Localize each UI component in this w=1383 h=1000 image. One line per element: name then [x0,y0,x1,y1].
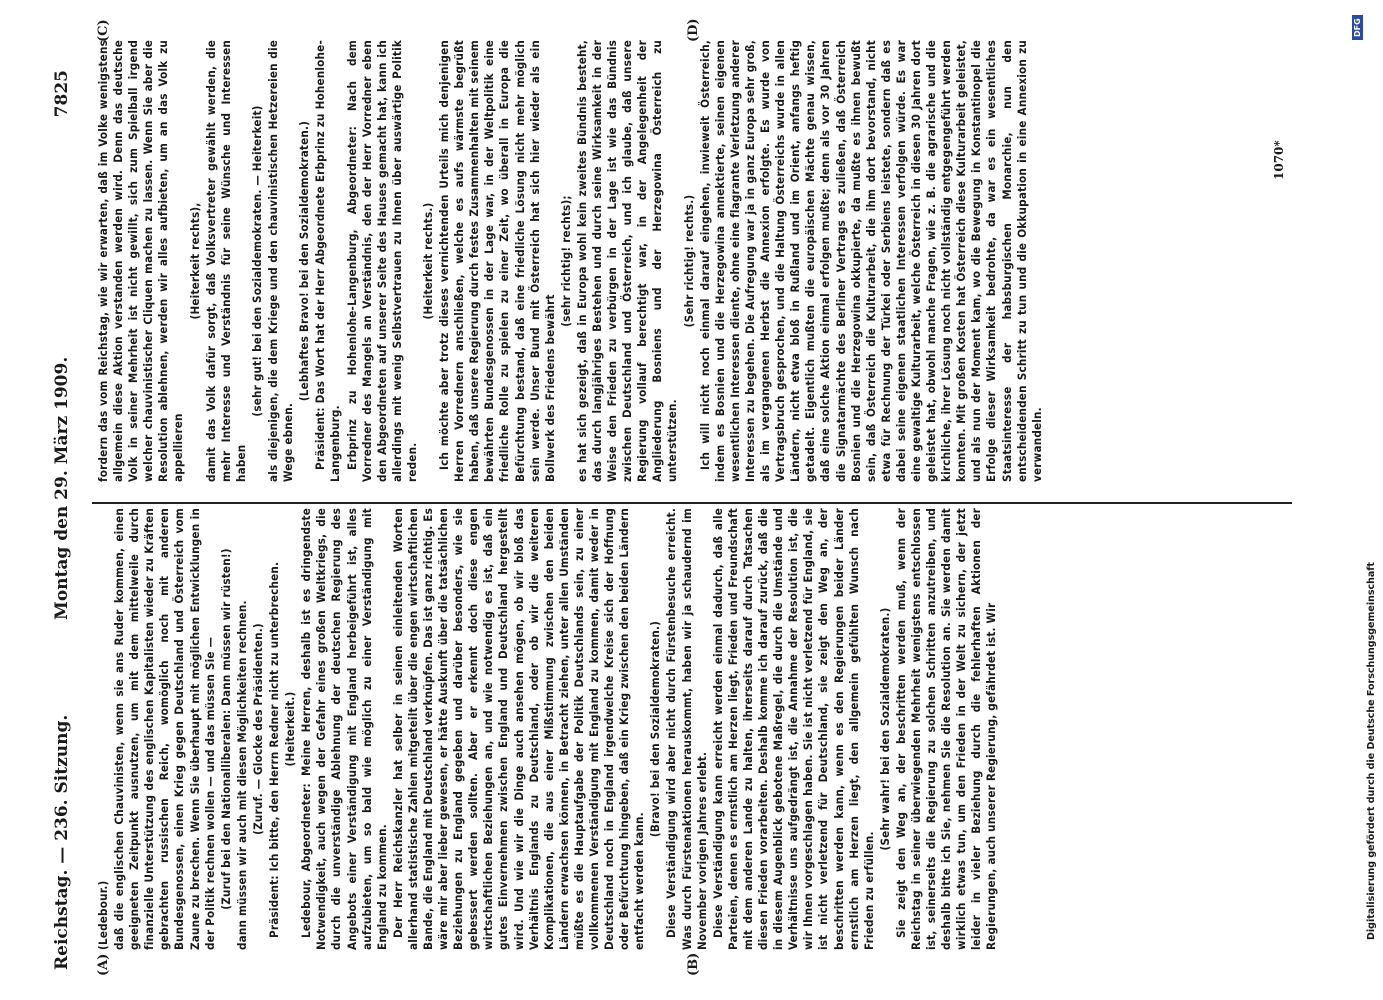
digitization-credit: Digitalisierung gefördert durch die Deutsche Forschungsgemeinschaft [1366,562,1377,940]
paragraph: (Zuruf. — Glocke des Präsidenten.) [250,623,265,835]
paragraph: damit das Volk dafür sorgt, daß Volksvertreter gewählt werden, die mehr Interesse und Verständnis für seine Wünsche und Interessen haben [203,40,248,482]
paragraph: Präsident: Das Wort hat der Herr Abgeordnete Erbprinz zu Hohenlohe-Langenburg. [313,40,343,482]
paragraph: (Ledebour.) [96,880,110,950]
paragraph: Erbprinz zu Hohenlohe-Langenburg, Abgeordneter: Nach dem Vorredner des Mangels an Verständnis, den der Herr Vorredner eben den Abgeordneten auf unserer Seite des Hauses gemacht hat, kann ich allerdings mit wenig Selbstvertrauen zu Ihnen über auswärtige Politik reden. [344,40,419,482]
right-column [96,40,1296,482]
paragraph: (sehr richtig! rechts); [558,195,573,327]
paragraph: daß die englischen Chauvinisten, wenn sie ans Ruder kommen, einen geeigneten Zeitpunkt ausnutzen, um mit dem mittelweile durch finanzielle Unterstützung des englischen Kapitalisten wieder zu Kräften gebrachten russischen Reich, womöglich noch mit anderen Bundesgenossen, einen Krieg gegen Deutschland und Österreich vom Zaune zu brechen. Wenn Sie überhaupt mit möglichen Entwicklungen in der Politik rechnen wollen — und das müssen Sie — [112,508,217,950]
column-divider [92,502,1292,504]
paragraph: (Heiterkeit.) [283,691,298,767]
paragraph: Sie zeigt den Weg an, der beschritten werden muß, wenn der Reichstag in seiner überwiegenden Mehrheit wenigstens entschlossen ist, seinerseits die Regierung zu solchen Schritten anzutreiben, und deshalb bitte ich Sie, nehmen Sie die Resolution an. Sie werden damit wirklich etwas tun, um den Frieden in der Welt zu sichern, der jetzt leider in vieler Beziehung durch die fehlerhaften Aktionen der Regierungen, auch unserer Regierung, gefährdet ist. Wir [893,508,999,950]
paragraph: Der Herr Reichskanzler hat selber in seinen einleitenden Worten allerhand statistische Zahlen mitgeteilt über die engen wirtschaftlichen Bande, die England mit Deutschland verknüpfen. Das ist ganz richtig. Es wäre mir aber lieber gewesen, er hätte Auskunft über die tatsächlichen Beziehungen zu England gegeben und darüber besonders, wie sie gebessert werden sollten. Aber er erkennt doch diese engen wirtschaftlichen Beziehungen an, und wie notwendig es ist, daß ein gutes Einvernehmen zwischen England und Deutschland hergestellt wird. Und wie wir die Dinge auch ansehen mögen, ob wir bloß das Verhältnis Englands zu Deutschland, oder ob wir die weiteren Komplikationen, die aus einer Mißstimmung zwischen den beiden Ländern erwachsen können, in Betracht ziehen, unter allen Umständen müßte es die Hauptaufgabe der Politik Deutschlands sein, zu einer vollkommenen Verständigung mit England zu kommen, damit weder in Deutschland noch in England irgendwelche Kreise sich der Hoffnung oder Befürchtung hingeben, daß ein Krieg zwischen den beiden Ländern entfacht werden kann. [390,508,647,950]
dfg-badge: DFG [1352,15,1363,40]
header-page-number: 7825 [52,70,72,118]
paragraph: Ich will nicht noch einmal darauf eingehen, inwieweit Österreich, indem es Bosnien und die Herzegowina annektierte, seinen eigenen wesentlichen Interessen diente, ohne eine flagrante Verletzung anderer Interessen zu begehen. Die Aufregung war ja in ganz Europa sehr groß, als im vergangenen Herbst die Annexion erfolgte. Es wurde von Vertragsbruch gesprochen, und die Haltung Österreichs wurde in allen Ländern, nicht etwa bloß in Rußland und im Orient, anfangs heftig getadelt. Eigentlich mußten die europäischen Mächte genau wissen, daß eine solche Aktion einmal erfolgen mußte; denn als vor 30 Jahren die Signatarmächte des Berliner Vertrags es zuließen, daß Österreich Bosnien und die Herzegowina okkupierte, da mußte es ihnen bewußt sein, daß Österreich die Kulturarbeit, die ihm dort bevorstand, nicht etwa für Rechnung der Türkei oder Serbiens leistete, sondern daß es dabei seine eigenen staatlichen Interessen verfolgen würde. Es war eine gewaltige Kulturarbeit, welche Österreich in diesen 30 Jahren dort geleistet hat, obwohl manche Fragen, wie z. B. die agrarische und die kirchliche, ihrer Lösung noch nicht vollständig entgegengeführt werden konnten. Mit großen Kosten hat Österreich diese Kulturarbeit geleistet, und als nun der Moment kam, wo die Bewegung in Konstantinopel die Erfolge dieser Wirksamkeit bedrohte, da war es ein wesentliches Staatsinteresse der habsburgischen Monarchie, nun den entscheidenden Schritt zu tun und die Okkupation in eine Annexion zu verwandeln. [697,40,1044,482]
margin-mark-a: (A) [96,953,111,976]
paragraph: Diese Verständigung wird aber nicht durch Fürstenbesuche erreicht. Was durch Fürstenaktionen herauskommt, haben wir ja schaudernd im November vorigen Jahres erlebt. [664,508,709,950]
page-header [52,70,82,970]
paragraph: (Lebhaftes Bravo! bei den Sozialdemokraten.) [297,120,312,402]
page-marker: 1070* [1272,140,1286,180]
paragraph: fordern das vom Reichstag, wie wir erwarten, daß im Volke wenigstens allgemein diese Aktion verstanden werden wird. Denn das deutsche Volk in seiner Mehrheit ist nicht gewillt, sich zum Spielball irgend welcher chauvinistischer Cliquen machen zu lassen. Wenn Sie aber die Resolution ablehnen, werden wir alles aufbieten, um an das Volk zu appellieren [96,40,186,482]
header-left: Reichstag. — 236. Sitzung. [52,714,72,970]
margin-mark-b: (B) [686,952,701,976]
paragraph: (Sehr richtig! rechts.) [681,194,696,328]
paragraph: (Heiterkeit rechts), [187,202,202,320]
paragraph: (Sehr wahr! bei den Sozialdemokraten.) [877,607,892,851]
paragraph: (Zuruf bei den Nationalliberalen: Dann müssen wir rüsten!) [218,548,233,910]
paragraph: (sehr gut! bei den Sozialdemokraten. — Heiterkeit) [249,105,264,417]
paragraph: Ledebour, Abgeordneter: Meine Herren, deshalb ist es dringendste Notwendigkeit, auch wegen der Gefahr eines großen Weltkriegs, die durch die unverständige Ablehnung der deutschen Regierung des Angebots einer Verständigung mit England herbeigeführt ist, alles aufzubieten, um so bald wie möglich zu einer Verständigung mit England zu kommen. [299,508,389,950]
paragraph: Ich möchte aber trotz dieses vernichtenden Urteils mich denjenigen Herren Vorrednern anschließen, welche es aufs wärmste begrüßt haben, daß unsere Regierung durch festes Zusammenhalten mit seinem bewährten Bundesgenossen in der Lage war, in der Weltpolitik eine friedliche Rolle zu spielen zu einer Zeit, wo überall in Europa die Befürchtung bestand, daß eine friedliche Lösung nicht mehr möglich sein werde. Unser Bund mit Österreich hat sich hier wieder als ein Bollwerk des Friedens bewährt [437,40,557,482]
paragraph: Präsident: Ich bitte, den Herrn Redner nicht zu unterbrechen. [267,561,282,938]
paragraph: (Heiterkeit rechts.) [420,202,435,320]
margin-mark-c: (C) [96,19,111,42]
left-column [96,508,1296,950]
paragraph: als diejenigen, die dem Kriege und den chauvinistischen Hetzereien die Wege ebnen. [266,40,296,482]
paragraph: es hat sich gezeigt, daß in Europa wohl kein zweites Bündnis besteht, das durch langjähriges Bestehen und durch seine Wirksamkeit in der Weise den Frieden zu verbürgen in der Lage ist wie das Bündnis zwischen Deutschland und Österreich, und ich glaube, daß unsere Regierung vollauf berechtigt war, in der Angelegenheit der Angliederung Bosniens und der Herzegowina Österreich zu unterstützen. [574,40,680,482]
header-date: Montag den 29. März 1909. [52,356,72,620]
paragraph: Diese Verständigung kann erreicht werden einmal dadurch, daß alle Parteien, denen es ernstlich am Herzen liegt, Frieden und Freundschaft mit dem anderen Lande zu halten, ihrerseits darauf durch Tatsachen diesen Frieden vorarbeiten. Deshalb komme ich darauf zurück, daß die in diesem Augenblick gebotene Maßregel, die durch die Umstände und Verhältnisse uns aufgedrängt ist, die Annahme der Resolution ist, die wir Ihnen vorgeschlagen haben. Sie ist nicht verletzend für England, sie ist nicht verletzend für Deutschland, sie zeigt den Weg an, der beschritten werden kann, wenn es den Regierungen beider Länder ernstlich am Herzen liegt, den allgemein gefühlten Wunsch nach Frieden zu erfüllen. [710,508,876,950]
paragraph: dann müssen wir auch mit diesen Möglichkeiten rechnen. [234,600,249,950]
margin-mark-d: (D) [686,18,701,42]
paragraph: (Bravo! bei den Sozialdemokraten.) [648,620,663,838]
